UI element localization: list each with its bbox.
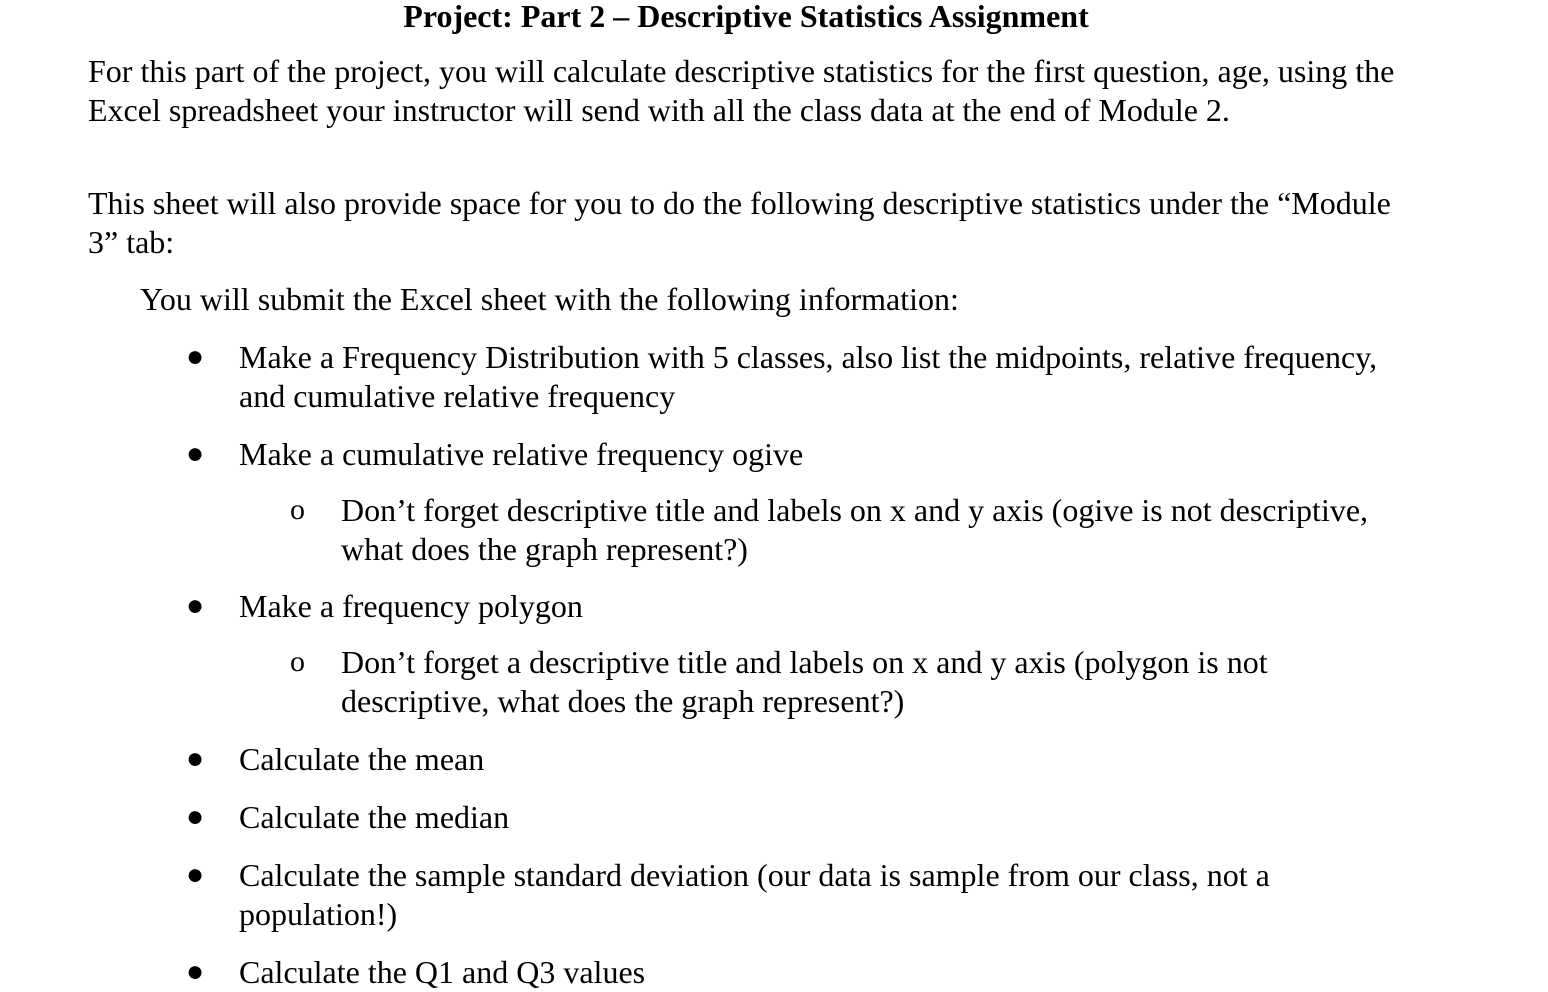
list-item-frequency-polygon: Make a frequency polygon (239, 588, 583, 624)
sub-bullet-marker: o (290, 645, 305, 678)
bullet-marker: ● (186, 800, 205, 833)
document-title: Project: Part 2 – Descriptive Statistics Assignment (403, 0, 1089, 34)
list-subitem-ogive-note: Don’t forget descriptive title and labels on x and y axis (ogive is not descriptive, what does the graph represent?) (341, 492, 1369, 567)
bullet-marker: ● (186, 955, 205, 988)
list-item-mean: Calculate the mean (239, 741, 485, 777)
list-item-quartiles: Calculate the Q1 and Q3 values (239, 954, 646, 990)
list-item-frequency-distribution: Make a Frequency Distribution with 5 classes, also list the midpoints, relative frequency, and cumulative relative frequency (239, 339, 1378, 414)
list-subitem-polygon-note: Don’t forget a descriptive title and labels on x and y axis (polygon is not descriptive, what does the graph represent?) (341, 644, 1268, 719)
list-item-ogive: Make a cumulative relative frequency ogive (239, 436, 804, 472)
module-tab-paragraph: This sheet will also provide space for you to do the following descriptive statistics under the “Module 3” tab: (88, 185, 1391, 260)
bullet-marker: ● (186, 589, 205, 622)
submit-intro: You will submit the Excel sheet with the following information: (140, 281, 959, 317)
bullet-marker: ● (186, 340, 205, 373)
list-item-median: Calculate the median (239, 799, 510, 835)
bullet-marker: ● (186, 742, 205, 775)
sub-bullet-marker: o (290, 493, 305, 526)
bullet-marker: ● (186, 858, 205, 891)
bullet-marker: ● (186, 437, 205, 470)
list-item-standard-deviation: Calculate the sample standard deviation (our data is sample from our class, not a population!) (239, 857, 1270, 932)
intro-paragraph: For this part of the project, you will calculate descriptive statistics for the first question, age, using the Excel spreadsheet your instructor will send with all the class data at the end of Module 2. (88, 53, 1395, 128)
